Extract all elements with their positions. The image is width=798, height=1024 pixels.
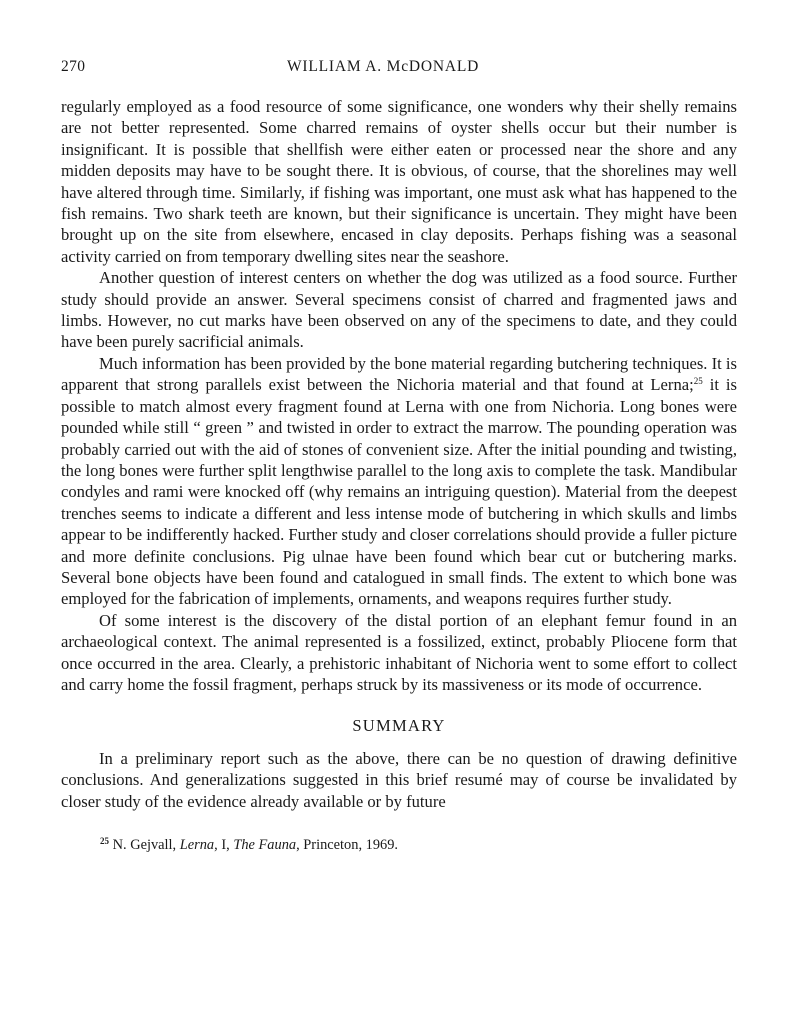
footnote-separator: , I, xyxy=(214,837,234,853)
running-head xyxy=(61,58,737,80)
paragraph-text: Another question of interest centers on whether the dog was utilized as a food source. Further study should provide an answer. Several specimens consist of charred and fragmented jaws and limbs. However, no cut marks have been observed on any of the specimens to date, and they could have been purely sacrificial animals. xyxy=(61,268,737,352)
page xyxy=(61,58,737,854)
footnote-subtitle: The Fauna xyxy=(233,837,297,853)
paragraph-butchering xyxy=(61,353,737,610)
section-heading-summary: SUMMARY xyxy=(352,716,446,736)
paragraph-summary xyxy=(61,748,737,812)
paragraph-dog xyxy=(61,267,737,353)
paragraph-shellfish xyxy=(61,96,737,267)
paragraph-text: it is possible to match almost every fragment found at Lerna with one from Nichoria. Long bones were pounded while still “ green ” and twisted in order to extract the marrow. The pounding operation was probably carried out with the aid of stones of convenient size. After the initial pounding and twisting, the long bones were further split lengthwise parallel to the long axis to complete the task. Mandibular condyles and rami were knocked off (why remains an intriguing question). Material from the deepest trenches seems to indicate a different and less intense mode of butchering in which skulls and limbs appear to be indifferently hacked. Further study and closer correlations should provide a fuller picture and more definite conclusions. Pig ulnae have been found which bear cut or butchering marks. Several bone objects have been found and catalogued in small finds. The extent to which bone was employed for the fabrication of implements, ornaments, and weapons requires further study. xyxy=(61,375,737,609)
page-number: 270 xyxy=(61,58,86,75)
footnote-number: 25 xyxy=(100,836,109,846)
footnote-author: N. Gejvall, xyxy=(112,837,180,853)
paragraph-elephant xyxy=(61,610,737,696)
running-head-author: WILLIAM A. McDONALD xyxy=(287,58,480,75)
footnote-work: Lerna xyxy=(179,837,215,853)
paragraph-text: Much information has been provided by the bone material regarding butchering techniques. It is apparent that strong parallels exist between the Nichoria material and that found at Lerna; xyxy=(61,353,737,395)
footnote xyxy=(61,832,737,854)
paragraph-text: Of some interest is the discovery of the distal portion of an elephant femur found in an archaeological context. The animal represented is a fossilized, extinct, probably Pliocene form that once occurred in the area. Clearly, a prehistoric inhabitant of Nichoria went to some effort to collect and carry home the fossil fragment, perhaps struck by its massiveness or its mode of occurrence. xyxy=(61,610,737,694)
footnote-rest: , Princeton, 1969. xyxy=(296,837,399,853)
body-text xyxy=(61,96,737,812)
paragraph-text: regularly employed as a food resource of some significance, one wonders why their shelly remains are not better represented. Some charred remains of oyster shells occur but their number is insignificant. It is possible that shellfish were either eaten or processed near the shore and any midden deposits may have to be sought there. It is obvious, of course, that the shorelines may well have altered through time. Similarly, if fishing was important, one must ask what has happened to the fish remains. Two shark teeth are known, but their significance is uncertain. They might have been brought up on the site from elsewhere, encased in clay deposits. Perhaps fishing was a seasonal activity carried on from temporary dwelling sites near the seashore. xyxy=(61,97,737,266)
footnote-reference: 25 xyxy=(693,376,703,387)
paragraph-text: In a preliminary report such as the above, there can be no question of drawing definitive conclusions. And generalizations suggested in this brief resumé may of course be invalidated by closer study of the evidence already available or by future xyxy=(61,748,737,811)
